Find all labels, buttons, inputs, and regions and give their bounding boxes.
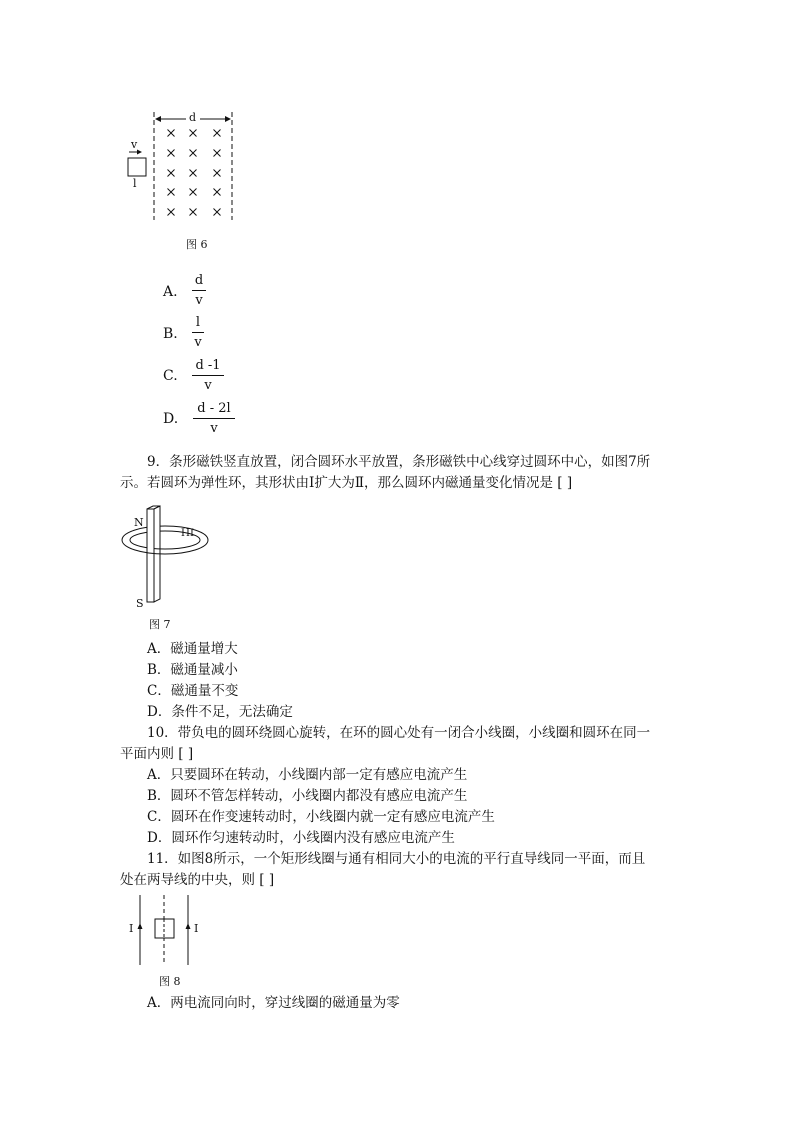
figure-8 xyxy=(125,893,215,967)
figure-7-diagram xyxy=(118,505,218,613)
figure-8-caption: 图 8 xyxy=(159,975,181,988)
option-b-letter: B. xyxy=(163,326,178,342)
question-11-line-1: 11．如图8所示，一个矩形线圈与通有相同大小的电流的平行直导线同一平面，而且 xyxy=(147,851,646,867)
question-10-line-2: 平面内则 [ ] xyxy=(120,746,194,762)
question-10-line-1: 10．带负电的圆环绕圆心旋转，在环的圆心处有一闭合小线圈，小线圈和圆环在同一 xyxy=(147,725,651,741)
label-ring-ii: II xyxy=(186,528,194,539)
question-9-line-1: 9．条形磁铁竖直放置，闭合圆环水平放置，条形磁铁中心线穿过圆环中心，如图7所 xyxy=(147,454,651,470)
label-s: S xyxy=(136,597,144,610)
option-d-denominator: v xyxy=(210,421,218,436)
question-10-option-a: A．只要圆环在转动，小线圈内部一定有感应电流产生 xyxy=(147,767,468,783)
figure-7 xyxy=(118,505,218,613)
fraction-bar xyxy=(193,418,235,419)
option-c-letter: C. xyxy=(163,368,178,384)
fraction-bar xyxy=(192,375,224,376)
fraction-bar xyxy=(192,290,206,291)
question-9-option-b: B．磁通量减小 xyxy=(147,662,238,678)
option-b-numerator: l xyxy=(195,315,201,330)
option-b-denominator: v xyxy=(194,335,202,350)
question-9-option-c: C．磁通量不变 xyxy=(147,683,239,699)
option-a-fraction xyxy=(192,273,206,309)
label-current-right: I xyxy=(194,922,199,935)
option-b-fraction xyxy=(192,315,204,351)
figure-6-diagram xyxy=(120,108,250,228)
label-n: N xyxy=(134,516,144,529)
fraction-bar xyxy=(192,332,204,333)
question-10-option-b: B．圆环不管怎样转动，小线圈内都没有感应电流产生 xyxy=(147,788,468,804)
option-c-fraction xyxy=(192,358,224,394)
option-d-fraction xyxy=(193,401,235,437)
figure-6-caption: 图 6 xyxy=(186,238,208,251)
question-9-option-a: A．磁通量增大 xyxy=(147,641,238,657)
label-d: d xyxy=(189,111,197,124)
option-a-denominator: v xyxy=(195,293,203,308)
question-9-line-2: 示。若圆环为弹性环，其形状由Ⅰ扩大为Ⅱ，那么圆环内磁通量变化情况是 [ ] xyxy=(120,475,573,491)
option-c-numerator: d -1 xyxy=(195,358,221,373)
label-l: l xyxy=(133,177,137,190)
question-11-line-2: 处在两导线的中央，则 [ ] xyxy=(120,872,275,888)
option-a-letter: A. xyxy=(163,284,178,300)
option-d-letter: D. xyxy=(163,411,179,427)
label-current-left: I xyxy=(129,922,134,935)
figure-6 xyxy=(120,108,250,228)
option-d-numerator: d - 2l xyxy=(197,401,231,416)
figure-7-caption: 图 7 xyxy=(149,618,171,631)
question-11-option-a: A．两电流同向时，穿过线圈的磁通量为零 xyxy=(147,995,400,1011)
question-9-option-d: D．条件不足，无法确定 xyxy=(147,704,293,720)
label-ring-i: I xyxy=(181,528,185,539)
option-c-denominator: v xyxy=(204,378,212,393)
magnetic-field-crosses xyxy=(168,130,221,216)
option-a-numerator: d xyxy=(194,273,204,288)
question-10-option-c: C．圆环在作变速转动时，小线圈内就一定有感应电流产生 xyxy=(147,809,495,825)
figure-8-diagram xyxy=(125,893,215,967)
label-v: v xyxy=(131,138,138,151)
question-10-option-d: D．圆环作匀速转动时，小线圈内没有感应电流产生 xyxy=(147,830,455,846)
